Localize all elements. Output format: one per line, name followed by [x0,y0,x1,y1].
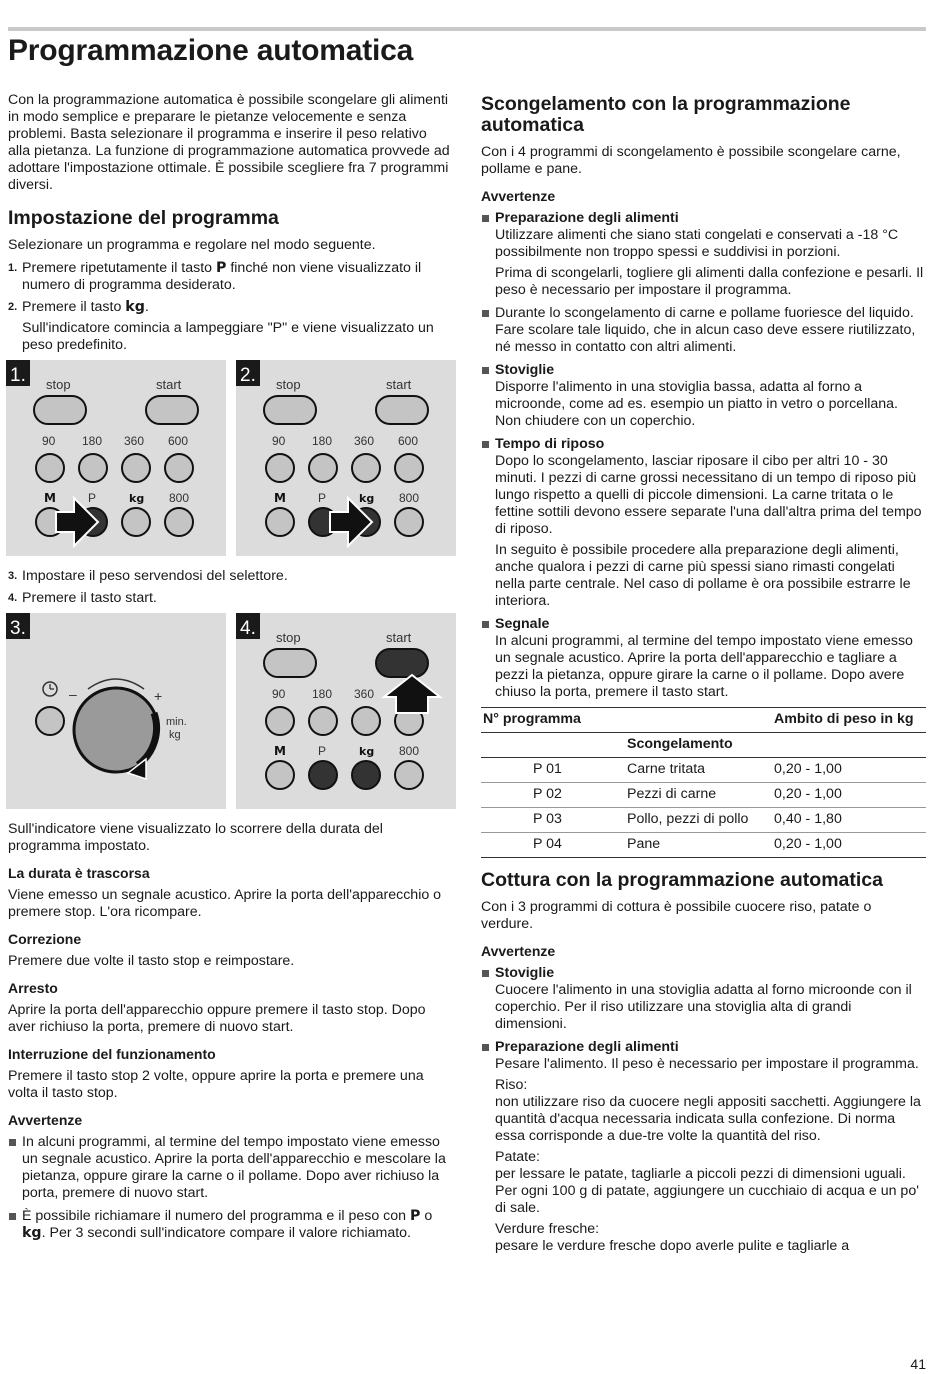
notes-heading: Avvertenze [8,1112,83,1128]
step-text: . [144,299,149,315]
power-180-label: 180 [82,434,103,448]
bullet-square-icon [482,367,489,374]
panel-number: 4. [240,618,256,639]
table-cell: 0,40 - 1,80 [772,808,926,833]
panel-number: 1. [10,365,26,386]
program-table [481,707,926,858]
note-text: In alcuni programmi, al termine del tempo impostato viene emesso un segnale acustico. Aprire la porta dell'apparecchio e mescolare la pietanza, oppure girare la carne o il pollame. Dopo aver richiuso la porta, premere di nuovo start. [22,1134,446,1201]
p-key-glyph: P [215,260,227,276]
note-title: Segnale [495,616,550,632]
step-number: 3. [8,570,18,582]
kg-label: kg [129,492,145,505]
stop-text: Aprire la porta dell'apparecchio oppure premere il tasto stop. Dopo aver richiuso la porta, premere di nuovo start. [8,1002,426,1035]
notes-heading: Avvertenze [481,188,556,204]
plus-label: + [154,688,163,704]
power-800-label: 800 [399,744,420,758]
start-label: start [386,630,412,645]
bullet-square-icon [482,621,489,628]
potato-text: per lessare le patate, tagliarle a piccoli pezzi di dimensioni uguali. Per ogni 100 g di patate, aggiungere un cucchiaio di acqua e un po' di sale. [495,1166,919,1216]
elapsed-text: Viene emesso un segnale acustico. Aprire la porta dell'apparecchio o premere stop. L'ora ricompare. [8,887,442,920]
kg-unit-label: kg [169,729,181,741]
panel-1 [6,360,226,556]
note-title: Preparazione degli alimenti [495,1039,679,1055]
bullet-square-icon [482,215,489,222]
kg-label: kg [359,492,375,505]
bullet-square-icon [482,310,489,317]
stop-label: stop [46,377,71,392]
stop-label: stop [276,630,301,645]
cook-heading: Cottura con la programmazione automatica [481,869,883,891]
note-text: Pesare l'alimento. Il peso è necessario per impostare il programma. [495,1056,919,1072]
panels-row-1 [6,360,452,556]
stop-label: stop [276,377,301,392]
bullet-square-icon [482,1044,489,1051]
table-subheader: Scongelamento [625,733,926,758]
interrupt-text: Premere il tasto stop 2 volte, oppure aprire la porta e premere una volta il tasto stop. [8,1068,424,1101]
note-item [481,210,926,299]
min-label: min. [166,716,187,728]
bullet-square-icon [482,970,489,977]
step-4 [8,590,452,607]
interrupt-heading: Interruzione del funzionamento [8,1046,216,1062]
note-text: Durante lo scongelamento di carne e pollame fuoriesce del liquido. Fare scolare tale liquido, che in alcun caso deve essere riutilizzato, né messo in contatto con altri alimenti. [495,305,916,355]
note-text: Prima di scongelarli, togliere gli alimenti dalla confezione e pesarli. Il peso è necessario per impostare il programma. [495,265,924,298]
table-cell: Pane [625,833,772,858]
table-cell: P 02 [481,783,625,808]
rice-text: non utilizzare riso da cuocere negli appositi sacchetti. Aggiungere la quantità d'acqua necessaria indicata sulla confezione. Di norma essa corrisponde a due-tre volte la quantità del riso. [495,1094,921,1144]
note-text: Utilizzare alimenti che siano stati congelati e conservati a -18 °C possibilmente non troppo spessi e suddivisi in porzioni. [495,227,899,260]
p-label: P [88,491,97,505]
step-3 [8,568,452,585]
page-title: Programmazione automatica [8,34,414,67]
power-360-label: 360 [354,434,375,448]
power-180-label: 180 [312,687,333,701]
kg-key-glyph: kg [125,299,145,315]
note-title: Stoviglie [495,965,555,981]
kg-key-glyph: kg [22,1225,42,1241]
rice-label: Riso: [495,1077,528,1093]
table-cell: Pollo, pezzi di pollo [625,808,772,833]
table-cell: 0,20 - 1,00 [772,833,926,858]
column-header: Ambito di peso in kg [772,708,926,733]
p-key-glyph: P [409,1208,421,1224]
stop-heading: Arresto [8,980,58,996]
table-row [481,758,926,783]
table-cell: P 03 [481,808,625,833]
note-title: Preparazione degli alimenti [495,210,679,226]
note-item [8,1208,452,1242]
power-800-label: 800 [399,491,420,505]
elapsed-heading: La durata è trascorsa [8,865,150,881]
m-label: M [274,744,286,758]
after-panels-text: Sull'indicatore viene visualizzato lo scorrere della durata del programma impostato. [8,821,383,854]
note-text: Disporre l'alimento in una stoviglia bassa, adatta al forno a microonde, come ad es. esempio un piatto in vetro o porcellana. Non chiudere con un coperchio. [495,379,898,429]
panel-2 [236,360,456,556]
column-header: N° programma [481,708,772,733]
start-label: start [156,377,182,392]
intro-paragraph: Con la programmazione automatica è possibile scongelare gli alimenti in modo semplice e preparare le pietanze velocemente e senza problemi. Basta selezionare il programma e inserire il peso relativo alla pietanza. La funzione di programmazione automatica provvede ad adottare l'impostazione ottimale. È possibile scegliere fra 7 programmi diversi. [8,92,450,193]
table-cell: 0,20 - 1,00 [772,783,926,808]
panel-4 [236,613,456,809]
right-column [481,92,926,1261]
note-item [481,305,926,356]
power-90-label: 90 [272,434,286,448]
defrost-intro: Con i 4 programmi di scongelamento è possibile scongelare carne, pollame e pane. [481,144,901,177]
step-text: Impostare il peso servendosi del selettore. [22,568,288,584]
note-text: Cuocere l'alimento in una stoviglia adatta al forno microonde con il coperchio. Per il riso utilizzare una stoviglia alta di grandi dimensioni. [495,982,912,1032]
setting-intro: Selezionare un programma e regolare nel modo seguente. [8,237,376,253]
page-number: 41 [910,1356,926,1372]
bullet-square-icon [482,441,489,448]
note-title: Tempo di riposo [495,436,605,452]
note-text: o [420,1208,433,1224]
note-item [481,1039,926,1255]
note-item [8,1134,452,1202]
kg-label: kg [359,745,375,758]
step-number: 4. [8,592,18,604]
note-item [481,616,926,701]
defrost-heading: Scongelamento con la programmazione automatica [481,93,851,136]
panel-number: 3. [10,618,26,639]
note-title: Stoviglie [495,362,555,378]
start-label: start [386,377,412,392]
power-360-label: 360 [354,687,375,701]
step-number: 2. [8,301,18,313]
note-item [481,436,926,610]
step-text: Premere il tasto start. [22,590,157,606]
correction-text: Premere due volte il tasto stop e reimpostare. [8,953,295,969]
note-item [481,362,926,430]
table-cell: 0,20 - 1,00 [772,758,926,783]
bullet-square-icon [9,1139,16,1146]
vegetable-text: pesare le verdure fresche dopo averle pulite e tagliarle a [495,1238,850,1254]
note-text: Dopo lo scongelamento, lasciar riposare il cibo per altri 10 - 30 minuti. I pezzi di carne grossi necessitano di un tempo di riposo più lungo rispetto a quelli di piccole dimensioni. La carne tritata o le fettine sottili devono essere separate l'una dall'altra prima del tempo di riposo. [495,453,922,537]
minus-label: – [69,686,77,702]
correction-heading: Correzione [8,931,82,947]
panel-3 [6,613,226,809]
p-label: P [318,744,327,758]
table-cell: P 01 [481,758,625,783]
note-item [481,965,926,1033]
panels-row-2 [6,613,452,809]
table-cell: Carne tritata [625,758,772,783]
table-row [481,808,926,833]
panel-number: 2. [240,365,256,386]
m-label: M [274,491,286,505]
step-text: Premere il tasto [22,299,126,315]
note-text: In alcuni programmi, al termine del tempo impostato viene emesso un segnale acustico. Aprire la porta dell'apparecchio e tagliare a pezzi la pietanza, oppure girare la carne o il pollame. Dopo avere chiuso la porta, premere il tasto start. [495,633,913,700]
step-number: 1. [8,262,18,274]
table-cell: P 04 [481,833,625,858]
cook-notes-heading: Avvertenze [481,943,556,959]
step-1 [8,260,452,294]
note-text: . Per 3 secondi sull'indicatore compare il valore richiamato. [41,1225,411,1241]
power-90-label: 90 [42,434,56,448]
step-text: Premere ripetutamente il tasto [22,260,216,276]
table-header-row [481,708,926,733]
power-360-label: 360 [124,434,145,448]
note-text: In seguito è possibile procedere alla preparazione degli alimenti, anche qualora i pezzi di carne più spessi siano rimasti congelati nella parte centrale. Nel caso di pollame è ora possibile estrarre le interiora. [495,542,911,609]
bullet-square-icon [9,1213,16,1220]
power-600-label: 600 [168,434,189,448]
left-column [8,92,452,1248]
m-label: M [44,491,56,505]
note-text: È possibile richiamare il numero del programma e il peso con [22,1208,410,1224]
cook-intro: Con i 3 programmi di cottura è possibile cuocere riso, patate o verdure. [481,899,872,932]
potato-label: Patate: [495,1149,540,1165]
step-2-note: Sull'indicatore comincia a lampeggiare "P" e viene visualizzato un peso predefinito. [22,320,434,353]
table-row [481,833,926,858]
step-text: finché non viene visualizzato il numero di programma desiderato. [22,260,422,293]
table-cell: Pezzi di carne [625,783,772,808]
power-800-label: 800 [169,491,190,505]
power-90-label: 90 [272,687,286,701]
setting-heading: Impostazione del programma [8,207,279,229]
table-row [481,783,926,808]
power-600-label: 600 [398,434,419,448]
power-180-label: 180 [312,434,333,448]
top-rule [8,27,926,31]
p-label: P [318,491,327,505]
step-2 [8,299,452,354]
vegetable-label: Verdure fresche: [495,1221,600,1237]
table-subheader-row [481,733,926,758]
